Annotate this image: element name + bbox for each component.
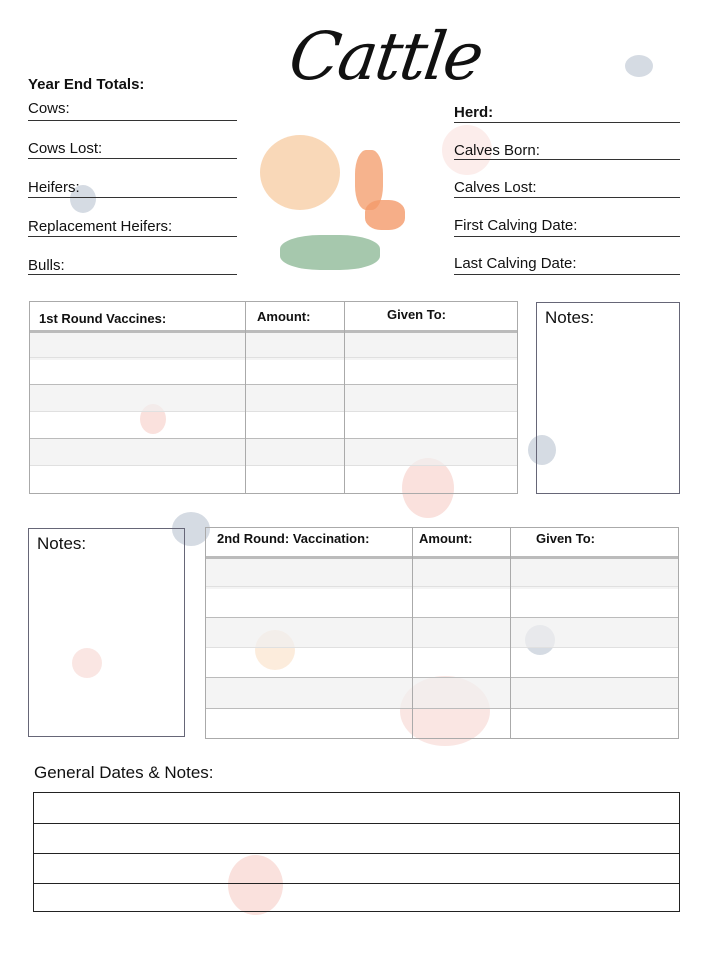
notes-label: Notes: [545, 308, 595, 327]
table-row[interactable] [206, 556, 678, 589]
heifers-field[interactable] [28, 197, 237, 198]
notes-box-1[interactable] [536, 302, 680, 494]
first-calving-date-label: First Calving Date: [454, 217, 578, 234]
notes-line [34, 853, 679, 854]
table-row[interactable] [30, 357, 517, 385]
calves-born-label: Calves Born: [454, 142, 540, 159]
bulls-label: Bulls: [28, 257, 65, 274]
general-notes-label: General Dates & Notes: [34, 763, 214, 782]
column-header-given-to: Given To: [536, 531, 595, 546]
flower-decor [625, 55, 653, 77]
flower-bud-illustration [365, 200, 405, 230]
bulls-field[interactable] [28, 274, 237, 275]
table-row[interactable] [206, 617, 678, 648]
column-divider [245, 302, 246, 493]
calves-lost-field[interactable] [454, 197, 680, 198]
table-row[interactable] [30, 465, 517, 493]
column-header-given-to: Given To: [387, 307, 446, 322]
table-row[interactable] [206, 677, 678, 708]
notes-label: Notes: [37, 534, 87, 553]
herd-field[interactable] [454, 122, 680, 123]
table-row[interactable] [30, 438, 517, 466]
page-title: Cattle [284, 18, 487, 95]
last-calving-date-label: Last Calving Date: [454, 255, 577, 272]
replacement-heifers-label: Replacement Heifers: [28, 218, 173, 235]
calves-lost-label: Calves Lost: [454, 179, 537, 196]
calves-born-field[interactable] [454, 159, 680, 160]
leaves-illustration [280, 235, 380, 270]
notes-line [34, 883, 679, 884]
replacement-heifers-field[interactable] [28, 236, 237, 237]
table-row[interactable] [30, 384, 517, 412]
table-row[interactable] [206, 647, 678, 678]
column-header-vaccination: 2nd Round: Vaccination: [217, 531, 370, 546]
herd-heading: Herd: [454, 104, 494, 121]
cows-field[interactable] [28, 120, 237, 121]
table-row[interactable] [30, 330, 517, 360]
last-calving-date-field[interactable] [454, 274, 680, 275]
first-round-vaccines-table [29, 301, 518, 494]
column-header-amount: Amount: [257, 309, 311, 324]
notes-box-2[interactable] [28, 528, 185, 737]
general-notes-box[interactable] [33, 792, 680, 912]
table-row[interactable] [206, 708, 678, 739]
flower-illustration [260, 135, 340, 210]
second-round-vaccination-table [205, 527, 679, 739]
table-row[interactable] [30, 411, 517, 439]
first-calving-date-field[interactable] [454, 236, 680, 237]
column-divider [344, 302, 345, 493]
cows-label: Cows: [28, 100, 70, 117]
year-end-heading: Year End Totals: [28, 76, 145, 93]
notes-line [34, 823, 679, 824]
cows-lost-label: Cows Lost: [28, 140, 103, 157]
column-divider [510, 528, 511, 738]
table-row[interactable] [206, 586, 678, 617]
cows-lost-field[interactable] [28, 158, 237, 159]
column-divider [412, 528, 413, 738]
column-header-vaccines: 1st Round Vaccines: [39, 311, 167, 326]
column-header-amount: Amount: [419, 531, 473, 546]
heifers-label: Heifers: [28, 179, 80, 196]
